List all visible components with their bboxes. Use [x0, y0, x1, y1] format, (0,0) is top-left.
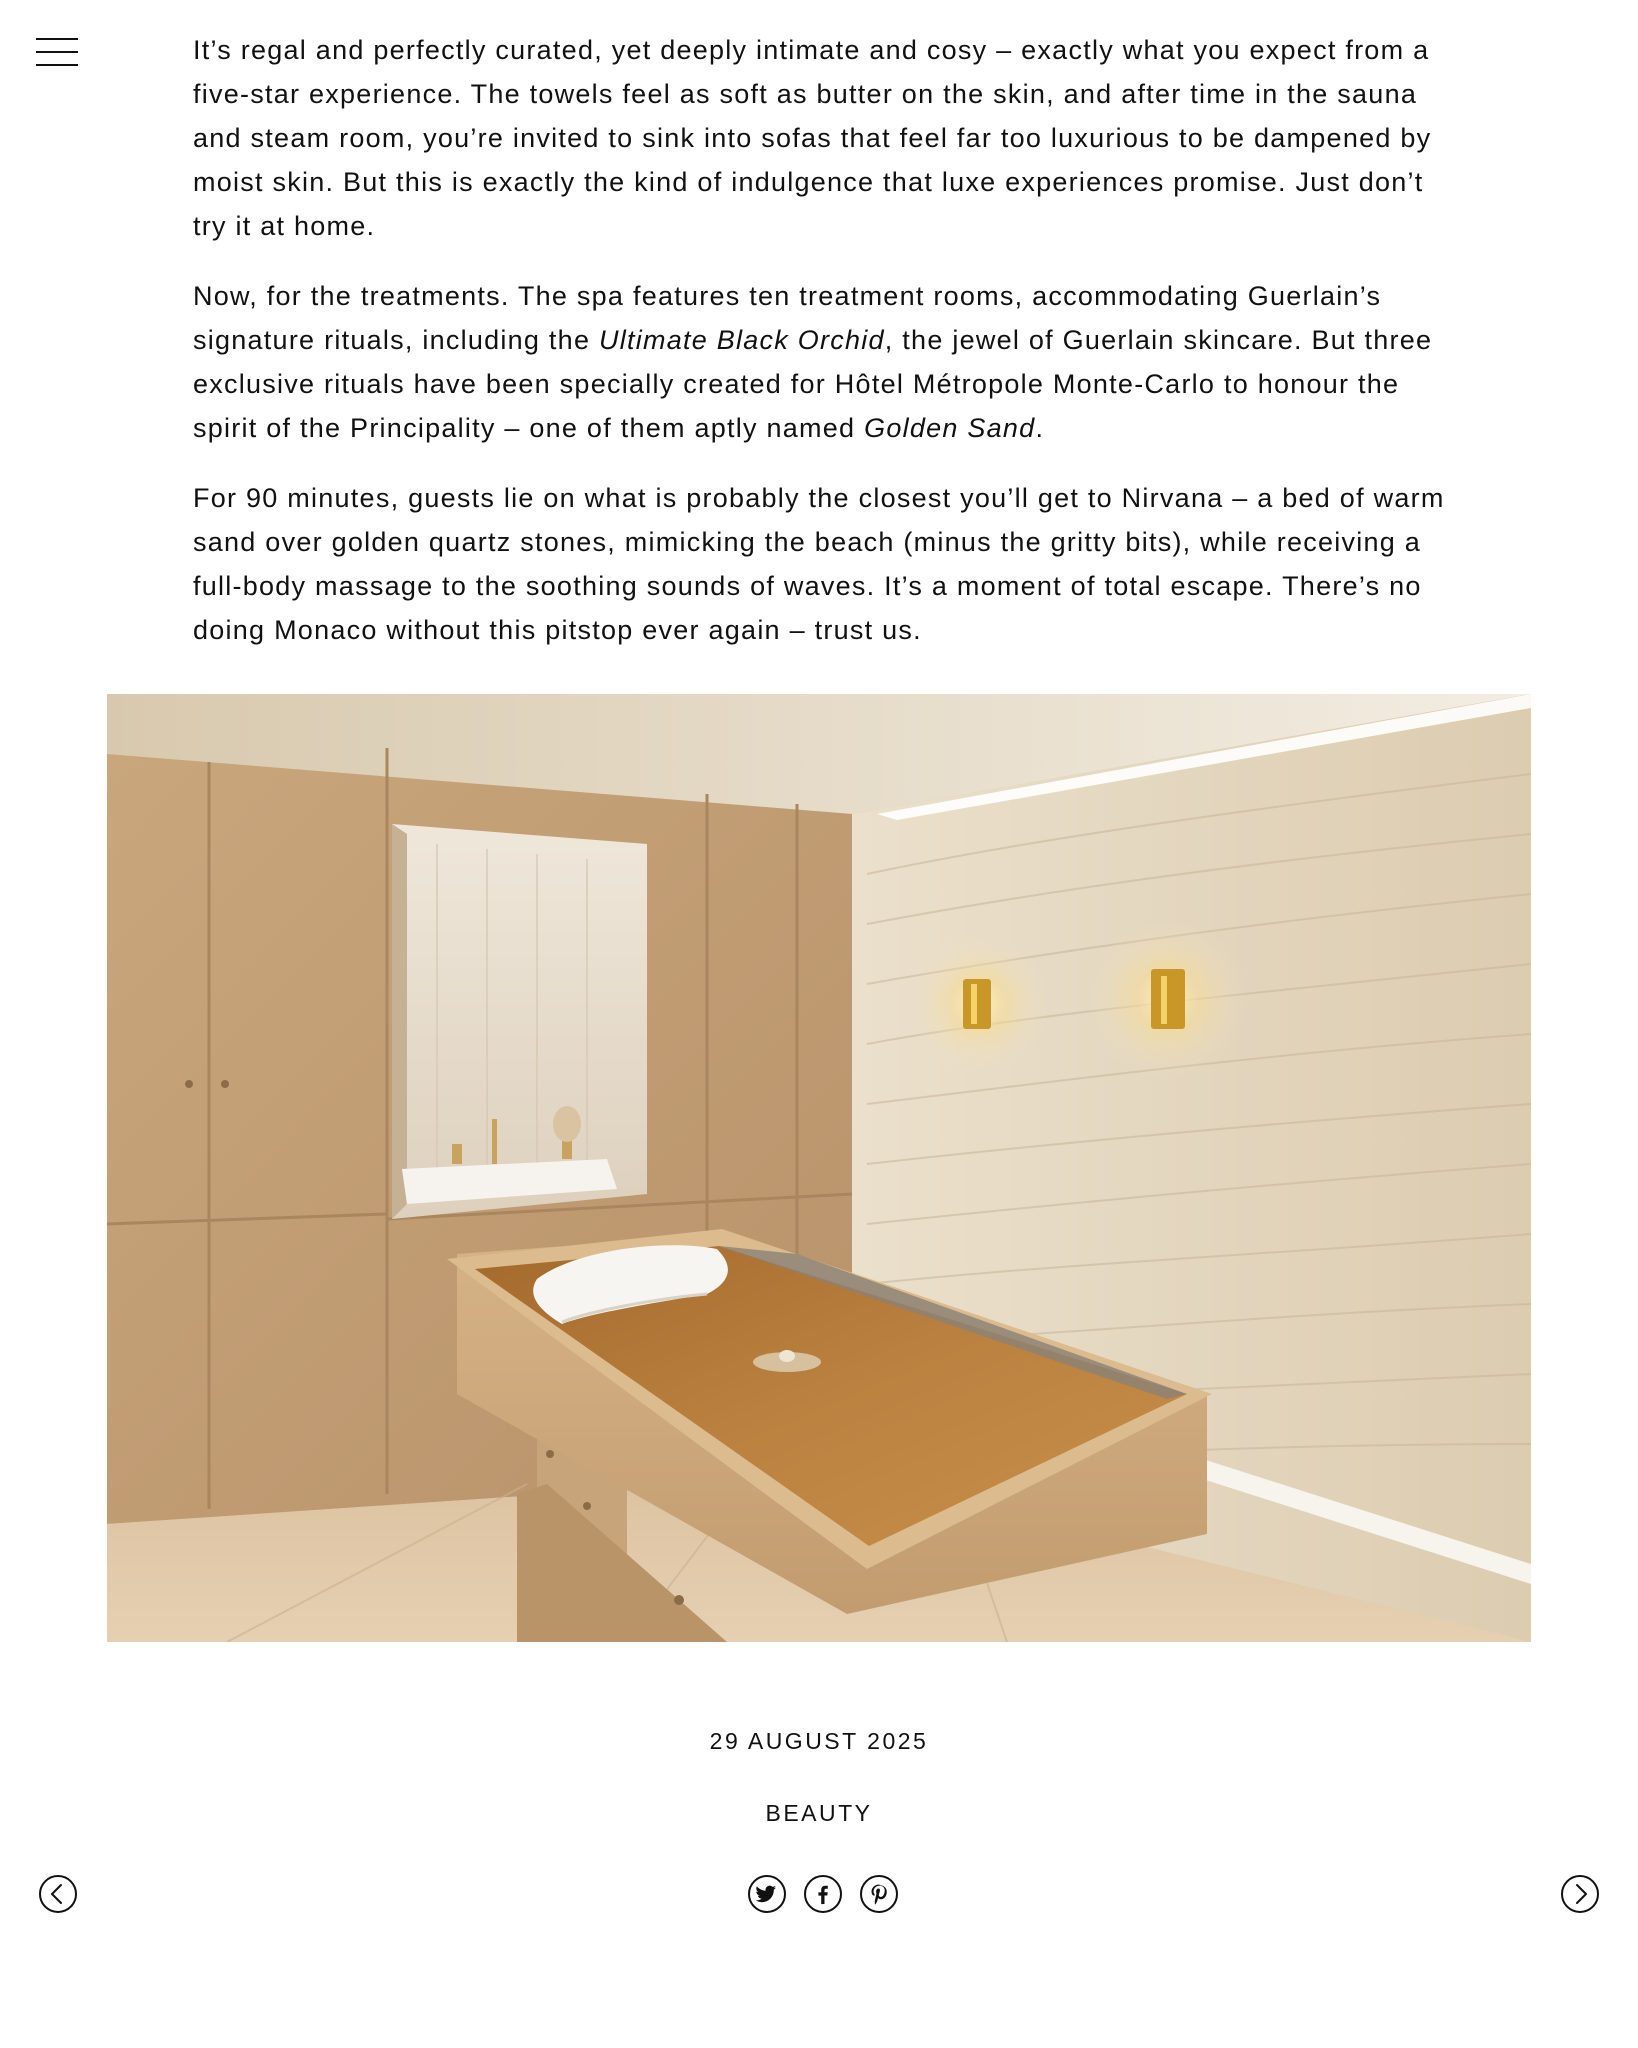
- menu-icon-line: [36, 51, 78, 53]
- menu-icon-line: [36, 38, 78, 40]
- paragraph-text: Now, for the treatments. The spa features ten treatment rooms, accommodating Guerlain’s signature rituals, including the: [193, 281, 1382, 355]
- twitter-icon: [747, 1874, 787, 1914]
- share-buttons: [747, 1874, 899, 1916]
- share-pinterest-button[interactable]: [859, 1874, 899, 1914]
- pinterest-icon: [859, 1874, 899, 1914]
- previous-article-button[interactable]: [38, 1874, 78, 1914]
- ritual-name-golden-sand: Golden Sand: [864, 413, 1036, 443]
- publish-date: 29 AUGUST 2025: [709, 1728, 929, 1754]
- article-paragraph-1: It’s regal and perfectly curated, yet deeply intimate and cosy – exactly what you expect from a five-star experience. The towels feel as soft as butter on the skin, and after time in the sauna and steam room, you’re invited to sink into sofas that feel far too luxurious to be dampened by moist skin. But this is exactly the kind of indulgence that luxe experiences promise. Just don’t try it at home.: [193, 35, 1432, 241]
- menu-icon-line: [36, 64, 78, 66]
- article-paragraph-3: For 90 minutes, guests lie on what is probably the closest you’ll get to Nirvana – a bed of warm sand over golden quartz stones, mimicking the beach (minus the gritty bits), while receiving a full-body massage to the soothing sounds of waves. It’s a moment of total escape. There’s no doing Monaco without this pitstop ever again – trust us.: [193, 483, 1445, 645]
- paragraph-text: .: [1035, 413, 1045, 443]
- chevron-right-circle-icon: [1560, 1874, 1600, 1914]
- chevron-left-circle-icon: [38, 1874, 78, 1914]
- hamburger-menu-button[interactable]: [36, 36, 78, 68]
- spa-treatment-room-photo: [107, 694, 1531, 1642]
- category-link[interactable]: BEAUTY: [765, 1800, 873, 1826]
- share-twitter-button[interactable]: [747, 1874, 787, 1914]
- share-facebook-button[interactable]: [803, 1874, 843, 1914]
- article-paragraph-2: [193, 274, 1463, 450]
- ritual-name-ultimate-black-orchid: Ultimate Black Orchid: [598, 325, 885, 355]
- photo-illustration: [107, 694, 1531, 1642]
- article-body: [193, 28, 1463, 678]
- next-article-button[interactable]: [1560, 1874, 1600, 1914]
- paragraph-text: , the jewel of Guerlain skincare. But three exclusive rituals have been specially created for Hôtel Métropole Monte-Carlo to honour the spirit of the Principality – one of them aptly named: [193, 325, 1433, 443]
- facebook-icon: [803, 1874, 843, 1914]
